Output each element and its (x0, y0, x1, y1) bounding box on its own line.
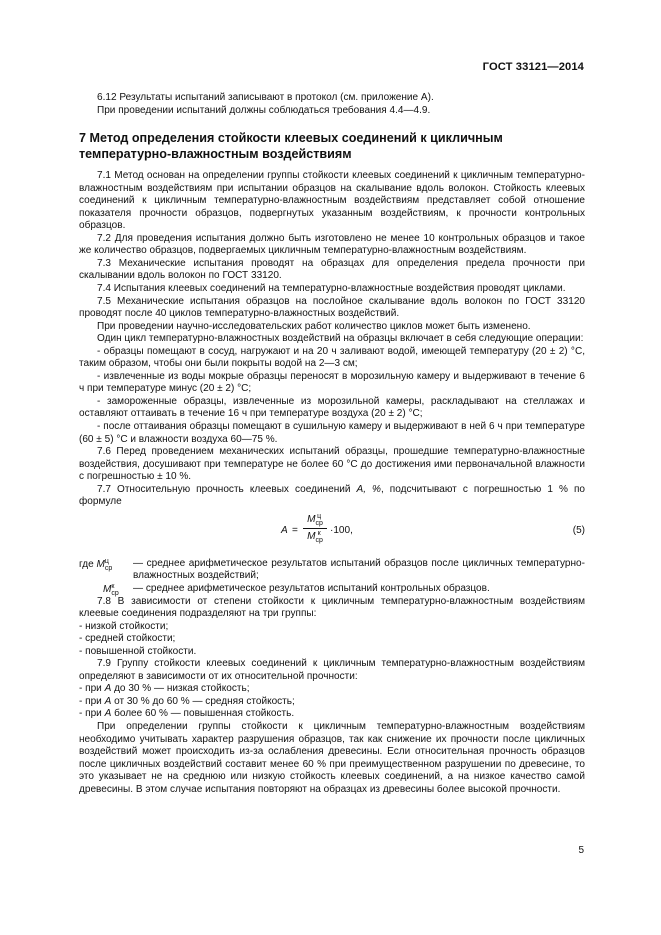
definition-m-control: M к ср — среднее арифметическое результатов испытаний контрольных образцов. (103, 582, 490, 597)
list-item: - образцы помещают в сосуд, нагружают и на 20 ч заливают водой, имеющей температуру (20 ± 2) °C, таким образом, чтобы они были покрыты водой на 2—3 см; (79, 345, 585, 370)
formula-number: (5) (572, 524, 585, 536)
paragraph-6-12: 6.12 Результаты испытаний записывают в протокол (см. приложение А). (97, 92, 434, 103)
paragraph-7-5-cycle: Один цикл температурно-влажностных воздействий на образцы включает в себя следующие операции: (97, 333, 584, 345)
page-content (79, 92, 585, 796)
paragraph-7-6: 7.6 Перед проведением механических испытаний образцы, прошедшие температурно-влажностные воздействия, досушивают при температуре не более 60 °C до достижения ими первоначальной влажности с погрешностью ± 10 %. (79, 446, 585, 483)
formula-equals: = (292, 524, 298, 536)
paragraph-final: При определении группы стойкости к цикличным температурно-влажностным воздействиям необходимо учитывать характер разрушения образцов, так как снижение их прочности после цикличных воздействий может происходить из-за ослабления древесины. Если относительная прочность образцов после цикличных воздействий составит менее 60 % при преимущественном разрушении по древесине, то это указывает не на среднюю или низкую стойкость клеевых соединений, а на низкое качество самой древесины. В этом случае испытания повторяют на образцах из древесины более высокой прочности. (79, 720, 585, 795)
paragraph-6-12-note: При проведении испытаний должны соблюдаться требования 4.4—4.9. (97, 104, 431, 116)
paragraph-7-7: 7.7 Относительную прочность клеевых соединений A, %, подсчитывают с погрешностью 1 % по формуле (79, 483, 585, 508)
paragraph-7-9: 7.9 Группу стойкости клеевых соединений к цикличным температурно-влажностным воздействиям определяют в зависимости от их относительной прочности: (79, 658, 585, 682)
list-item: - при A до 30 % — низкая стойкость; (79, 683, 250, 695)
definition-m-cycle: где M ц ср — среднее арифметическое результатов испытаний образцов после цикличных температурно-влажностных воздействий; (79, 557, 585, 582)
paragraph-7-5: 7.5 Механические испытания образцов на послойное скалывание вдоль волокон по ГОСТ 33120 проводят после 40 циклов температурно-влажностных воздействий. (79, 295, 585, 320)
formula-fraction (303, 513, 327, 544)
list-item: - при A от 30 % до 60 % — средняя стойкость; (79, 695, 295, 707)
paragraph-7-1: 7.1 Метод основан на определении группы стойкости клеевых соединений к цикличным температурно-влажностным воздействиям при испытании образцов на скалывание вдоль волокон. Стойкость клеевых соединений к цикличным температурно-влажностным воздействиям представляет собой отношение показателя прочности образцов, подвергнутых указанным воздействиям, к прочности контрольных образцов. (79, 170, 585, 232)
paragraph-7-3: 7.3 Механические испытания проводят на образцах для определения предела прочности при скалывании вдоль волокон по ГОСТ 33120. (79, 257, 585, 282)
paragraph-7-8: 7.8 В зависимости от степени стойкости к цикличным температурно-влажностным воздействиям клеевые соединения подразделяют на три группы: (79, 595, 585, 620)
list-item: - повышенной стойкости. (79, 645, 197, 657)
list-item: - средней стойкости; (79, 633, 176, 645)
formula-multiplier: ·100, (330, 524, 353, 536)
formula-5 (79, 512, 585, 554)
list-item: - низкой стойкости; (79, 620, 169, 632)
paragraph-7-4: 7.4 Испытания клеевых соединений на температурно-влажностные воздействия проводят циклами. (97, 283, 566, 295)
paragraph-7-2: 7.2 Для проведения испытания должно быть изготовлено не менее 10 контрольных образцов и такое же количество образцов, подвергаемых цикличным температурно-влажностным воздействиям. (79, 232, 585, 257)
list-item: - замороженные образцы, извлеченные из морозильной камеры, раскладывают на стеллажах и оставляют оттаивать в течение 16 ч при температуре воздуха (20 ± 2) °C; (79, 395, 585, 420)
formula-numerator: M ц ср (303, 513, 327, 529)
document-header: ГОСТ 33121—2014 (482, 61, 584, 73)
list-item: - после оттаивания образцы помещают в сушильную камеру и выдерживают в ней 6 ч при температуре (60 ± 5) °C и влажности воздуха 60—75 %. (79, 421, 585, 445)
paragraph-7-5-note: При проведении научно-исследовательских работ количество циклов может быть изменено. (97, 320, 531, 332)
formula-lhs: A (281, 524, 288, 536)
formula-denominator: M к ср (307, 529, 323, 544)
list-item: - при A более 60 % — повышенная стойкость. (79, 708, 295, 720)
list-item: - извлеченные из воды мокрые образцы переносят в морозильную камеру и выдерживают в течение 6 ч при температуре минус (20 ± 2) °C; (79, 370, 585, 395)
page-number: 5 (578, 845, 584, 856)
section-heading: 7 Метод определения стойкости клеевых соединений к цикличным температурно-влажностным воздействиям (79, 131, 503, 161)
